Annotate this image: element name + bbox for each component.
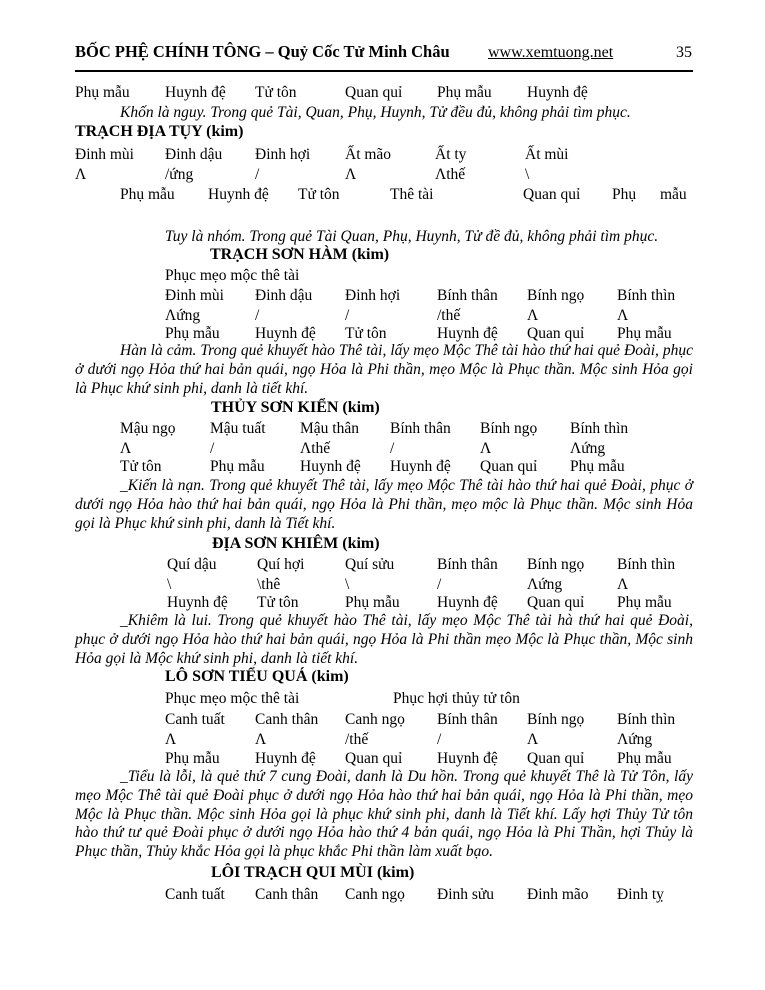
kin-label: Phụ mẫu xyxy=(437,84,492,101)
kin-label: Huynh đệ xyxy=(437,594,498,611)
line-mark-cell: Λ xyxy=(75,166,87,183)
kin-label: Tử tôn xyxy=(298,186,340,203)
stem-branch-cell: Bính thìn xyxy=(617,287,676,304)
stem-branch-cell: Bính ngọ xyxy=(527,556,585,573)
stem-branch-cell: Canh tuất xyxy=(165,886,225,903)
line-mark-cell: Λ xyxy=(480,440,492,457)
marks-row xyxy=(0,440,765,460)
kin-label: Huynh đệ xyxy=(255,325,316,342)
stem-branch-cell: Bính ngọ xyxy=(527,287,585,304)
kin-label: Phụ mẫu xyxy=(617,325,672,342)
kin-label: Phụ mẫu xyxy=(165,750,220,767)
section-note-tuy: Tuy là nhóm. Trong quẻ Tài Quan, Phụ, Huynh, Tử đề đủ, không phải tìm phục. xyxy=(165,228,659,245)
stem-branch-cell: Mậu ngọ xyxy=(120,420,176,437)
section-paragraph-ham: Hàn là cảm. Trong quẻ khuyết hào Thê tài, lấy mẹo Mộc Thê tài hào thứ hai quẻ Đoài, phục ở dưới ngọ Hỏa thứ hai bản quái, ngọ Hỏa là Phi thần, mẹo Mộc là Phục thần. Mộc sinh Hỏa gọi là Phục khứ sinh phi, danh là tiết khí. xyxy=(75,342,693,397)
kin-label: Phụ mẫu xyxy=(617,594,672,611)
kin-label: Phụ mẫu xyxy=(120,186,175,203)
line-mark-cell: / xyxy=(255,166,260,183)
line-mark-cell: Λ xyxy=(527,731,539,748)
section-title-tieu-qua: LÔ SƠN TIỂU QUÁ (kim) xyxy=(165,668,349,685)
relations-row xyxy=(0,750,765,770)
section-title-kien: THỦY SƠN KIỂN (kim) xyxy=(211,399,380,416)
line-mark-cell: Λứng xyxy=(570,440,606,457)
stem-branch-cell: Đinh dậu xyxy=(165,146,223,163)
section-title-tuy: TRẠCH ĐỊA TỤY (kim) xyxy=(75,123,244,140)
kin-label: Huynh đệ xyxy=(208,186,269,203)
line-mark-cell: Λứng xyxy=(527,576,563,593)
section-paragraph-tieu-qua: _Tiểu là lỗi, là quẻ thứ 7 cung Đoài, danh là Du hồn. Trong quẻ khuyết Thê là Tử Tôn, lấy mẹo Mộc Thê tài quẻ Đoài phục ở dưới ngọ Hỏa hào thứ hai bản quái, ngọ Hỏa là Phi thần, mẹo Mộc là Phục thần. Mộc sinh Hỏa gọi là phục khứ sinh phi, danh là Tiết khí. Lấy hợi Thủy Tử tôn hào thứ tư quẻ Đoài phục ở dưới ngọ Hỏa hào thứ 4 bản quái, ngọ Hỏa là Phi Thần, hợi Thủy là Phục thần, Thủy khắc Hỏa gọi là phục khắc Phi thần làm xuất bạo. xyxy=(75,768,693,861)
kin-label: Quan quỉ xyxy=(527,325,585,342)
stem-branch-cell: Ất mùi xyxy=(525,146,569,163)
stem-branch-cell: Bính thân xyxy=(437,711,498,728)
kin-label: mẫu xyxy=(660,186,687,203)
section-title-ham: TRẠCH SƠN HÀM (kim) xyxy=(210,246,390,263)
kin-label: Tử tôn xyxy=(257,594,299,611)
kin-label: Quan quỉ xyxy=(527,594,585,611)
stem-branch-cell: Quí sửu xyxy=(345,556,395,573)
kin-label: Phụ xyxy=(612,186,637,203)
stem-branch-cell: Đinh mão xyxy=(527,886,589,903)
stem-branch-cell: Bính thân xyxy=(437,556,498,573)
kin-label: Phụ mẫu xyxy=(165,325,220,342)
hidden-god-note: Phục mẹo mộc thê tài xyxy=(165,267,300,284)
line-mark-cell: \thê xyxy=(257,576,281,593)
line-mark-cell: /ứng xyxy=(165,166,194,183)
kin-label: Huynh đệ xyxy=(255,750,316,767)
stem-branch-cell: Bính thìn xyxy=(617,711,676,728)
kin-label: Huynh đệ xyxy=(437,325,498,342)
marks-row xyxy=(0,166,765,186)
kin-label: Quan quỉ xyxy=(345,84,403,101)
section-paragraph-kien: _Kiến là nạn. Trong quẻ khuyết Thê tài, lấy mẹo Mộc Thê tài hào thứ hai quẻ Đoài, phục ở dưới ngọ Hỏa hào thứ hai bản quái, ngọ Hỏa là Phi thần, mẹo mộc là Phục thần. Mộc sinh Hỏa gọi là Phục khứ sinh phi, danh là Tiết khí. xyxy=(75,477,693,532)
stem-branch-cell: Đinh dậu xyxy=(255,287,313,304)
kin-label: Huynh đệ xyxy=(165,84,226,101)
hidden-god-note: Phục hợi thủy tử tôn xyxy=(393,690,520,707)
kin-label: Huynh đệ xyxy=(390,458,451,475)
stems-row xyxy=(0,711,765,731)
kin-label: Quan quỉ xyxy=(345,750,403,767)
line-mark-cell: Λ xyxy=(255,731,267,748)
stems-row xyxy=(0,146,765,166)
stem-branch-cell: Đinh hợi xyxy=(345,287,401,304)
stem-branch-cell: Canh ngọ xyxy=(345,711,405,728)
website-link[interactable]: www.xemtuong.net xyxy=(488,44,614,61)
marks-row xyxy=(0,307,765,327)
stems-row xyxy=(0,287,765,307)
stem-branch-cell: Bính ngọ xyxy=(480,420,538,437)
stem-branch-cell: Quí dậu xyxy=(167,556,217,573)
kin-label: Phụ mẫu xyxy=(345,594,400,611)
stem-branch-cell: Quí hợi xyxy=(257,556,305,573)
stem-branch-cell: Bính thìn xyxy=(617,556,676,573)
stems-row xyxy=(0,420,765,440)
kin-label: Tử tôn xyxy=(345,325,387,342)
line-mark-cell: / xyxy=(437,731,442,748)
line-mark-cell: Λthế xyxy=(300,440,331,457)
kin-label: Quan quỉ xyxy=(527,750,585,767)
stem-branch-cell: Mậu tuất xyxy=(210,420,266,437)
line-mark-cell: \ xyxy=(345,576,350,593)
stem-branch-cell: Canh tuất xyxy=(165,711,225,728)
kin-label: Huynh đệ xyxy=(437,750,498,767)
line-mark-cell: Λ xyxy=(617,576,629,593)
page-number: 35 xyxy=(676,44,692,61)
line-mark-cell: Λ xyxy=(617,307,629,324)
section-paragraph-khiem: _Khiêm là lui. Trong quẻ khuyết hào Thê tài, lấy mẹo Mộc Thê tài hà thứ hai quẻ Đoài, phục ở dưới ngọ Hỏa hào thứ hai bản quái, ngọ Hỏa là Phi thần mẹo Mộc là Phục thần, Mộc sinh Hỏa gọi là Mộc khứ sinh phi, danh là tiết khí. xyxy=(75,612,693,667)
line-mark-cell: / xyxy=(437,576,442,593)
kin-label: Quan quỉ xyxy=(480,458,538,475)
line-mark-cell: Λứng xyxy=(617,731,653,748)
stems-row xyxy=(0,556,765,576)
stem-branch-cell: Đinh hợi xyxy=(255,146,311,163)
kin-label: Huynh đệ xyxy=(300,458,361,475)
stems-row xyxy=(0,886,765,906)
stem-branch-cell: Đinh mùi xyxy=(75,146,134,163)
marks-row xyxy=(0,576,765,596)
line-mark-cell: /thế xyxy=(437,307,461,324)
line-mark-cell: / xyxy=(255,307,260,324)
section-title-khiem: ĐỊA SƠN KHIÊM (kim) xyxy=(212,535,380,552)
line-mark-cell: \ xyxy=(167,576,172,593)
line-mark-cell: Λ xyxy=(165,731,177,748)
kin-label: Huynh đệ xyxy=(167,594,228,611)
intro-note: Khốn là nguy. Trong quẻ Tài, Quan, Phụ, Huynh, Tử đều đủ, không phải tìm phục. xyxy=(120,104,631,121)
section-title-qui-mui: LÔI TRẠCH QUI MÙI (kim) xyxy=(211,864,415,881)
hidden-god-notes-row xyxy=(0,690,765,710)
marks-row xyxy=(0,731,765,751)
stem-branch-cell: Canh thân xyxy=(255,886,319,903)
kin-label: Phụ mẫu xyxy=(617,750,672,767)
stem-branch-cell: Đinh tỵ xyxy=(617,886,664,903)
book-title: BỐC PHỆ CHÍNH TÔNG – Quỷ Cốc Tử Minh Châu xyxy=(75,42,450,61)
stem-branch-cell: Canh ngọ xyxy=(345,886,405,903)
stem-branch-cell: Canh thân xyxy=(255,711,319,728)
kin-label: Thê tài xyxy=(390,186,434,203)
kin-labels-row xyxy=(0,84,765,104)
stem-branch-cell: Bính thìn xyxy=(570,420,629,437)
stem-branch-cell: Bính thân xyxy=(437,287,498,304)
stem-branch-cell: Đinh sửu xyxy=(437,886,495,903)
line-mark-cell: Λ xyxy=(120,440,132,457)
stem-branch-cell: Bính thân xyxy=(390,420,451,437)
line-mark-cell: /thế xyxy=(345,731,369,748)
stem-branch-cell: Bính ngọ xyxy=(527,711,585,728)
kin-label: Phụ mẫu xyxy=(75,84,130,101)
line-mark-cell: Λ xyxy=(527,307,539,324)
line-mark-cell: Λứng xyxy=(165,307,201,324)
kin-label: Quan quỉ xyxy=(523,186,581,203)
header-divider xyxy=(75,70,693,72)
stem-branch-cell: Ất ty xyxy=(435,146,467,163)
relations-row xyxy=(0,458,765,478)
line-mark-cell: Λthế xyxy=(435,166,466,183)
kin-label: Phụ mẫu xyxy=(210,458,265,475)
line-mark-cell: / xyxy=(390,440,395,457)
line-mark-cell: / xyxy=(210,440,215,457)
stem-branch-cell: Ất mão xyxy=(345,146,392,163)
stem-branch-cell: Đinh mùi xyxy=(165,287,224,304)
line-mark-cell: \ xyxy=(525,166,530,183)
relations-row xyxy=(0,186,765,206)
relations-row xyxy=(0,594,765,614)
line-mark-cell: / xyxy=(345,307,350,324)
line-mark-cell: Λ xyxy=(345,166,357,183)
kin-label: Tử tôn xyxy=(255,84,297,101)
kin-label: Phụ mẫu xyxy=(570,458,625,475)
stem-branch-cell: Mậu thân xyxy=(300,420,359,437)
kin-label: Tử tôn xyxy=(120,458,162,475)
hidden-god-note: Phục mẹo mộc thê tài xyxy=(165,690,300,707)
kin-label: Huynh đệ xyxy=(527,84,588,101)
